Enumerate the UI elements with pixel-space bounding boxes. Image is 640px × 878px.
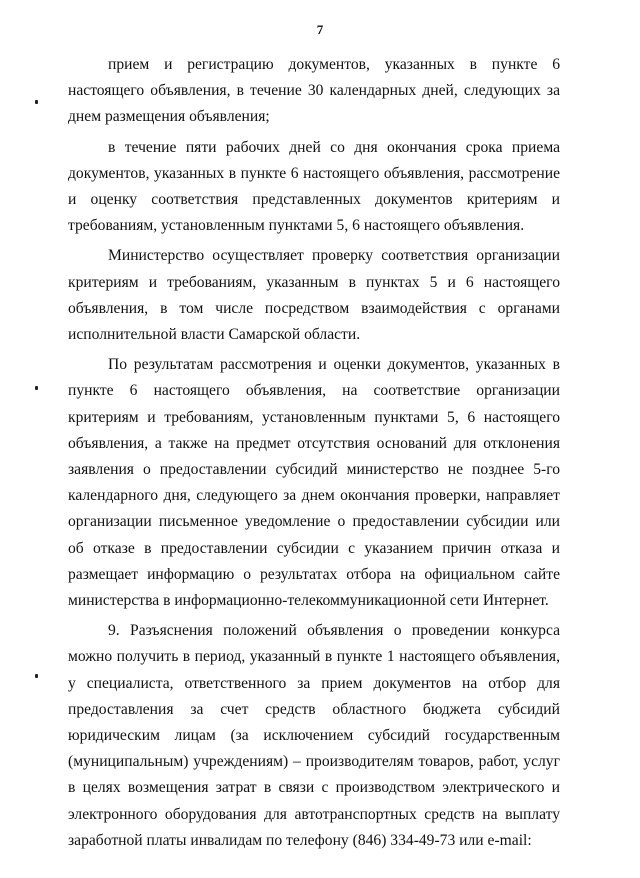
punch-hole-mark: [35, 674, 38, 678]
page-number: 7: [316, 22, 324, 37]
document-body: [68, 52, 560, 854]
paragraph-document-intake: прием и регистрацию документов, указанных в пункте 6 настоящего объявления, в течение 30 календарных дней, следующих за днем размещения объявления;: [68, 56, 560, 126]
paragraph-ministry-verification: Министерство осуществляет проверку соответствия организации критериям и требованиям, указанным в пунктах 5 и 6 настоящего объявления, в том числе посредством взаимодействия с органами исполнительной власти Самарской области.: [68, 247, 560, 344]
paragraph-review-results: По результатам рассмотрения и оценки документов, указанных в пункте 6 настоящего объявления, на соответствие организации критериям и требованиям, установленным пунктами 5, 6 настоящего объявления, а также на предмет отсутствия оснований для отклонения заявления о предоставлении субсидий министерство не позднее 5-го календарного дня, следующего за днем окончания проверки, направляет организации письменное уведомление о предоставлении субсидии или об отказе в предоставлении субсидии с указанием причин отказа и размещает информацию о результатах отбора на официальном сайте министерства в информационно-телекоммуникационной сети Интернет.: [68, 356, 560, 610]
punch-hole-mark: [35, 100, 38, 104]
paragraph-review-period: в течение пяти рабочих дней со дня окончания срока приема документов, указанных в пункте 6 настоящего объявления, рассмотрение и оценку соответствия представленных документов критериям и требованиям, установленным пунктами 5, 6 настоящего объявления.: [68, 138, 560, 235]
paragraph-clarifications: 9. Разъяснения положений объявления о проведении конкурса можно получить в период, указанный в пункте 1 настоящего объявления, у специалиста, ответственного за прием документов на отбор для предоставления за счет средств областного бюджета субсидий юридическим лицам (за исключением субсидий государственным (муниципальным) учреждениям) – производителям товаров, работ, услуг в целях возмещения затрат в связи с производством электрического и электронного оборудования для автотранспортных средств на выплату заработной платы инвалидам по телефону (846) 334-49-73 или e-mail:: [68, 622, 560, 849]
punch-hole-mark: [35, 386, 38, 390]
